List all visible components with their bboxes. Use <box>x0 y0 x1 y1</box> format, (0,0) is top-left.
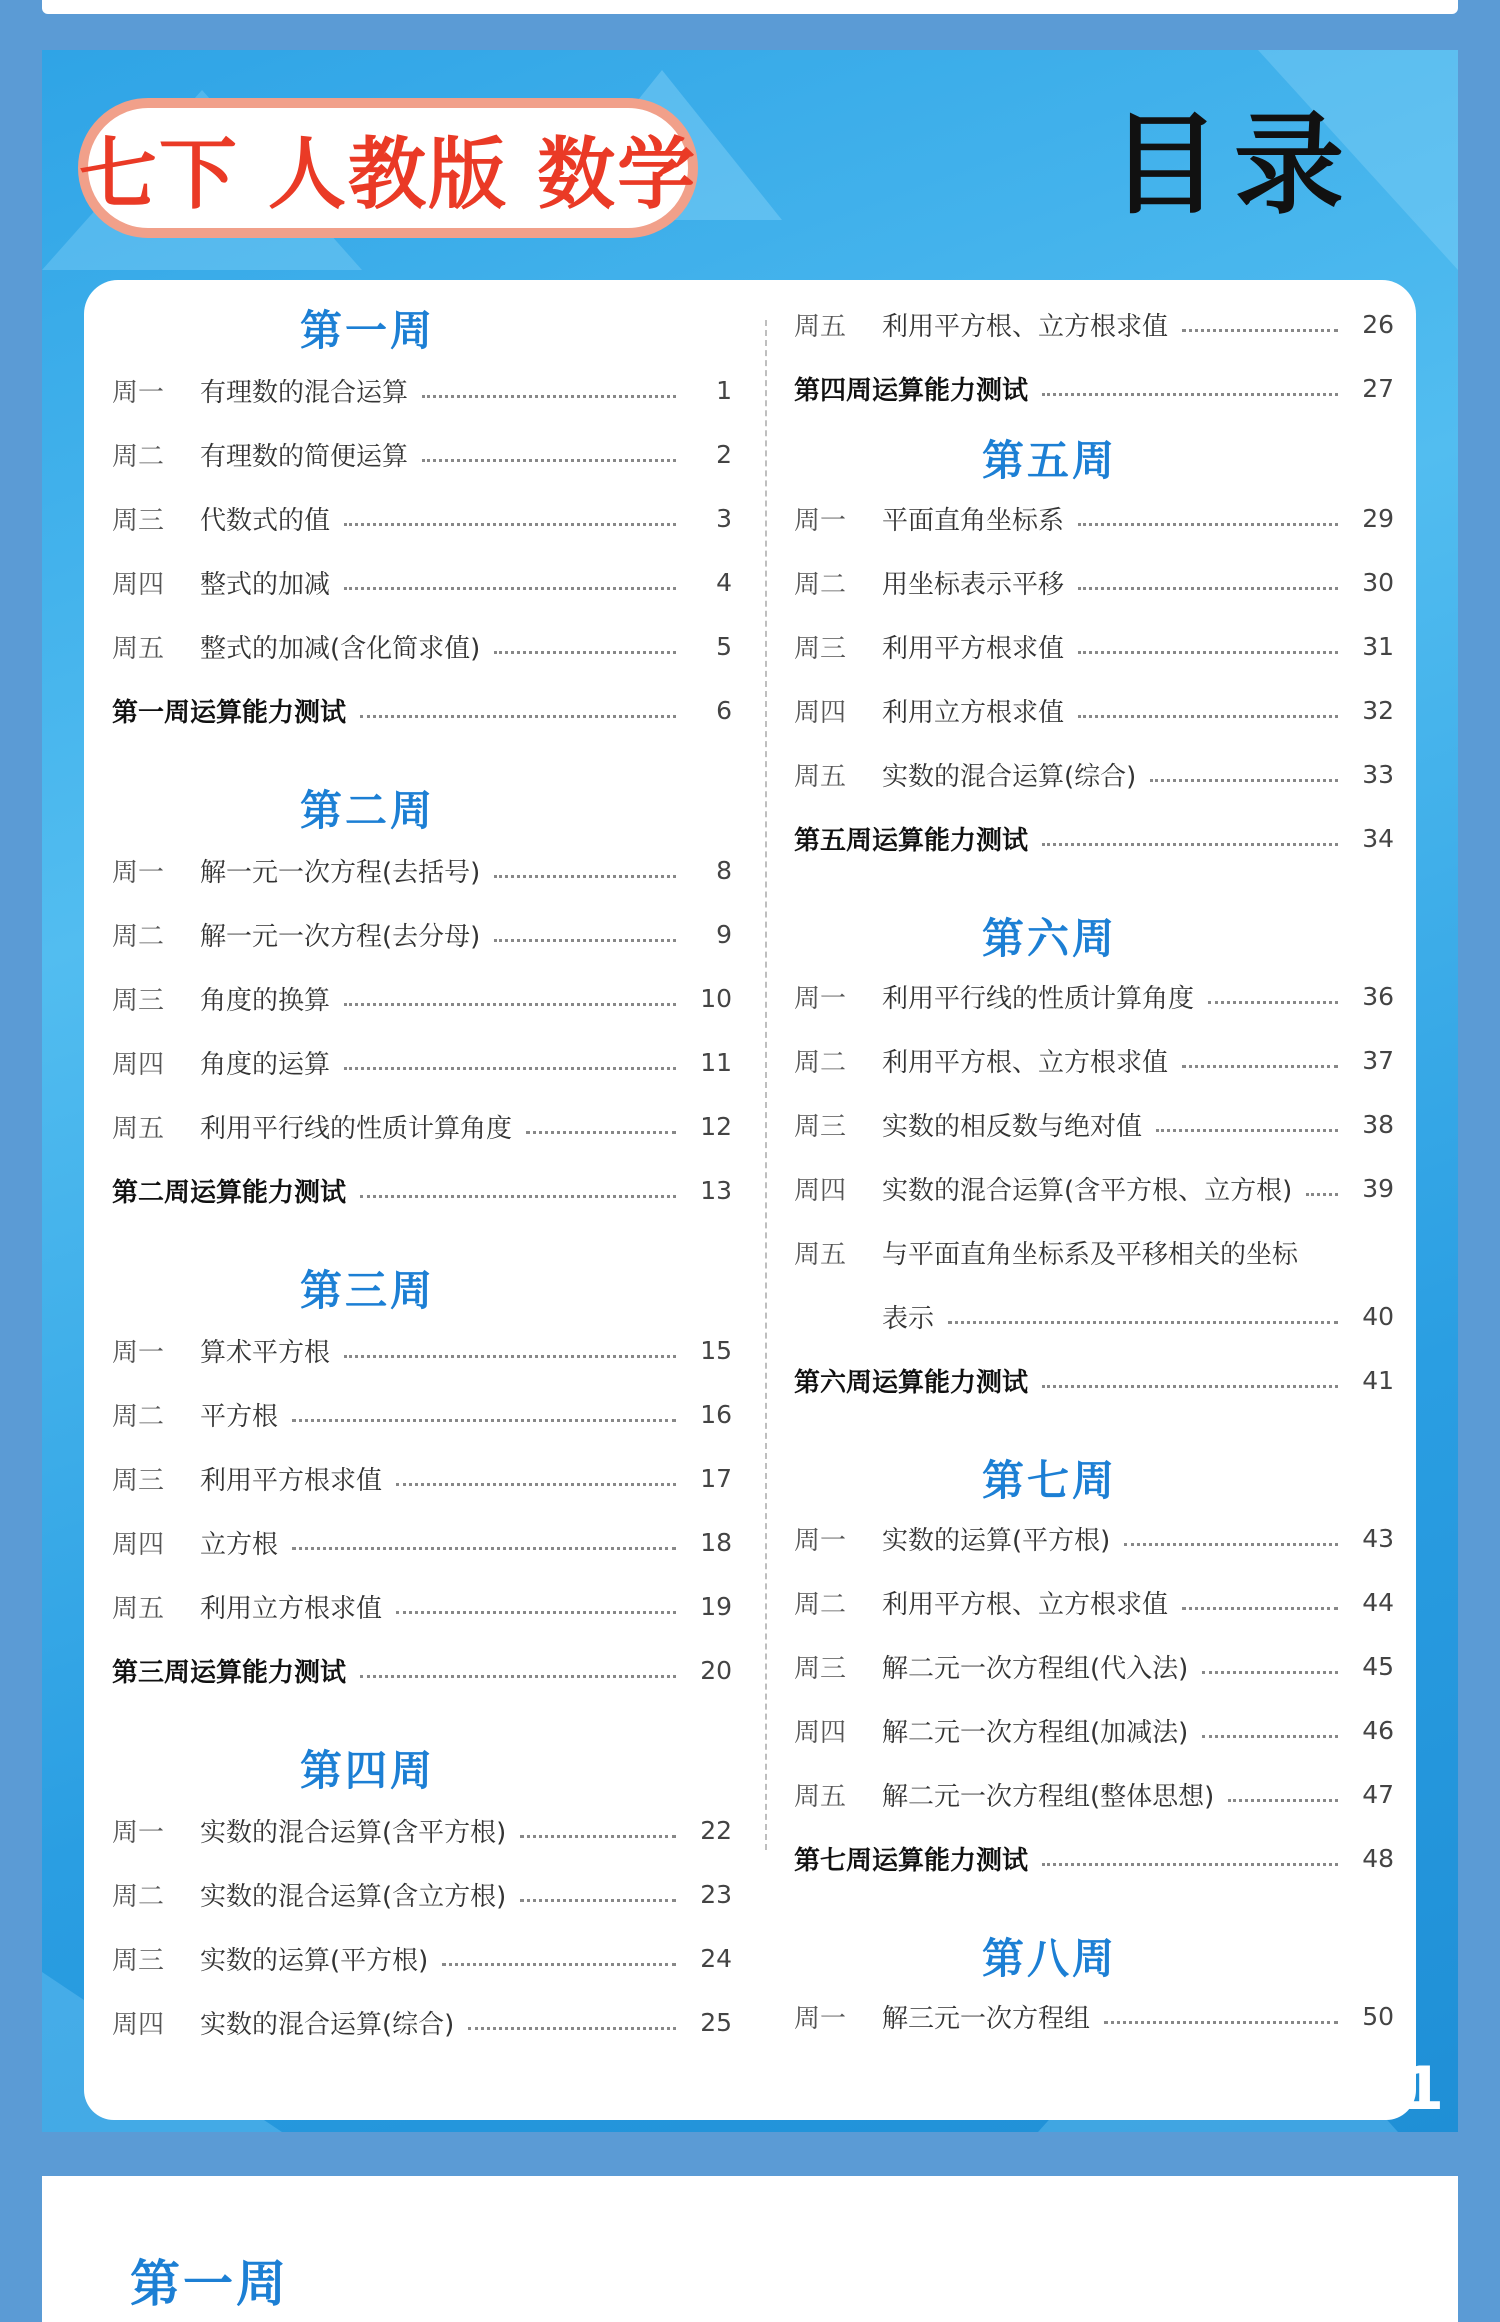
toc-entry-page: 47 <box>1362 1779 1394 1809</box>
toc-entry-title: 实数的相反数与绝对值 <box>882 1111 1143 1142</box>
toc-entry-title: 解一元一次方程(去分母) <box>200 921 481 952</box>
toc-card <box>84 280 1416 2120</box>
toc-test-title: 第四周运算能力测试 <box>794 375 1029 406</box>
toc-entry-title: 实数的运算(平方根) <box>882 1525 1111 1556</box>
leader-dots <box>494 875 676 878</box>
leader-dots <box>1078 715 1338 718</box>
leader-dots <box>1208 1001 1338 1004</box>
column-divider <box>765 320 767 1850</box>
next-page-heading: 第一周 <box>130 2255 289 2313</box>
leader-dots <box>1042 1863 1338 1866</box>
toc-entry-page: 29 <box>1362 503 1394 533</box>
toc-entry-page: 15 <box>700 1335 732 1365</box>
leader-dots <box>292 1419 676 1422</box>
toc-entry-title: 利用立方根求值 <box>882 697 1065 728</box>
toc-test-entry[interactable] <box>112 1646 732 1694</box>
toc-entry-title: 整式的加减(含化简求值) <box>200 633 481 664</box>
toc-entry-day: 周一 <box>112 857 165 888</box>
leader-dots <box>468 2027 676 2030</box>
toc-entry-title: 解二元一次方程组(整体思想) <box>882 1781 1215 1812</box>
toc-entry[interactable] <box>794 1578 1394 1626</box>
toc-entry-title: 实数的运算(平方根) <box>200 1945 429 1976</box>
toc-entry[interactable] <box>794 1228 1394 1276</box>
toc-entry[interactable] <box>794 750 1394 798</box>
toc-entry-title: 解一元一次方程(去括号) <box>200 857 481 888</box>
toc-entry-day: 周一 <box>794 1525 847 1556</box>
page-number: 1 <box>1402 2054 1444 2124</box>
leader-dots <box>442 1963 676 1966</box>
toc-entry-page: 43 <box>1362 1523 1394 1553</box>
toc-entry-page: 31 <box>1362 631 1394 661</box>
toc-entry-page: 44 <box>1362 1587 1394 1617</box>
toc-entry-page: 19 <box>700 1591 732 1621</box>
toc-entry[interactable] <box>794 558 1394 606</box>
toc-entry-day: 周一 <box>112 1817 165 1848</box>
toc-entry-page: 3 <box>716 503 732 533</box>
leader-dots <box>1182 1065 1338 1068</box>
week-heading: 第一周 <box>300 306 436 355</box>
toc-entry-page: 23 <box>700 1879 732 1909</box>
book-title: 七下 人教版 数学 <box>78 130 698 220</box>
toc-entry-page: 9 <box>716 919 732 949</box>
toc-entry-title-cont: 表示 <box>882 1303 935 1334</box>
toc-entry[interactable] <box>112 1454 732 1502</box>
toc-entry-title: 有理数的简便运算 <box>200 441 409 472</box>
toc-entry[interactable] <box>112 1038 732 1086</box>
toc-entry[interactable] <box>112 1582 732 1630</box>
leader-dots <box>1042 843 1338 846</box>
leader-dots <box>292 1547 676 1550</box>
toc-entry-title: 角度的换算 <box>200 985 331 1016</box>
toc-entry[interactable] <box>112 1102 732 1150</box>
leader-dots <box>1078 523 1338 526</box>
leader-dots <box>1078 587 1338 590</box>
toc-entry-day: 周二 <box>112 1881 165 1912</box>
toc-test-entry[interactable] <box>794 1834 1394 1882</box>
leader-dots <box>344 523 676 526</box>
toc-entry-title: 实数的混合运算(含平方根) <box>200 1817 507 1848</box>
toc-entry[interactable] <box>112 622 732 670</box>
leader-dots <box>344 1067 676 1070</box>
toc-entry[interactable] <box>794 972 1394 1020</box>
week-heading: 第三周 <box>300 1266 436 1315</box>
toc-entry[interactable] <box>112 1518 732 1566</box>
leader-dots <box>1104 2021 1338 2024</box>
toc-entry-day: 周四 <box>794 1717 847 1748</box>
toc-entry-page: 12 <box>700 1111 732 1141</box>
toc-entry-title: 角度的运算 <box>200 1049 331 1080</box>
toc-entry-day: 周五 <box>794 311 847 342</box>
toc-entry[interactable] <box>794 1100 1394 1148</box>
toc-entry-day: 周三 <box>794 1111 847 1142</box>
toc-entry-page: 17 <box>700 1463 732 1493</box>
toc-test-entry[interactable] <box>794 814 1394 862</box>
toc-entry-title: 解二元一次方程组(代入法) <box>882 1653 1189 1684</box>
leader-dots <box>396 1611 676 1614</box>
toc-entry-day: 周五 <box>794 761 847 792</box>
toc-entry-day: 周二 <box>112 1401 165 1432</box>
toc-entry-day: 周一 <box>112 1337 165 1368</box>
previous-page-edge <box>42 0 1458 14</box>
toc-entry-page: 46 <box>1362 1715 1394 1745</box>
toc-entry[interactable] <box>112 1870 732 1918</box>
toc-entry-day: 周一 <box>794 2003 847 2034</box>
toc-entry[interactable] <box>794 1992 1394 2040</box>
toc-entry[interactable] <box>112 1806 732 1854</box>
week-heading: 第八周 <box>982 1934 1118 1983</box>
toc-entry-page: 18 <box>700 1527 732 1557</box>
toc-entry-page: 13 <box>700 1175 732 1205</box>
toc-test-title: 第七周运算能力测试 <box>794 1845 1029 1876</box>
toc-entry-page: 5 <box>716 631 732 661</box>
toc-entry[interactable] <box>112 1390 732 1438</box>
leader-dots <box>1042 393 1338 396</box>
toc-entry-title: 利用平方根求值 <box>200 1465 383 1496</box>
toc-entry-page: 30 <box>1362 567 1394 597</box>
toc-entry[interactable] <box>112 366 732 414</box>
toc-entry-page: 20 <box>700 1655 732 1685</box>
leader-dots <box>520 1899 676 1902</box>
toc-entry-day: 周四 <box>112 1049 165 1080</box>
leader-dots <box>344 587 676 590</box>
toc-test-title: 第三周运算能力测试 <box>112 1657 347 1688</box>
toc-entry[interactable] <box>112 910 732 958</box>
toc-entry-day: 周二 <box>112 441 165 472</box>
toc-entry-continuation[interactable] <box>882 1292 1394 1340</box>
leader-dots <box>1228 1799 1338 1802</box>
toc-entry-title: 代数式的值 <box>200 505 331 536</box>
toc-entry-day: 周二 <box>794 1589 847 1620</box>
toc-entry-day: 周四 <box>112 569 165 600</box>
toc-entry-day: 周二 <box>794 1047 847 1078</box>
next-page-preview <box>42 2176 1458 2322</box>
toc-test-entry[interactable] <box>112 1166 732 1214</box>
toc-entry-page: 11 <box>700 1047 732 1077</box>
toc-entry[interactable] <box>794 622 1394 670</box>
toc-entry[interactable] <box>112 974 732 1022</box>
toc-test-entry[interactable] <box>112 686 732 734</box>
toc-entry[interactable] <box>794 1164 1394 1212</box>
week-heading: 第四周 <box>300 1746 436 1795</box>
toc-test-entry[interactable] <box>794 364 1394 412</box>
leader-dots <box>1182 329 1338 332</box>
toc-entry[interactable] <box>794 1036 1394 1084</box>
toc-entry-title: 利用平行线的性质计算角度 <box>882 983 1195 1014</box>
toc-entry-page: 6 <box>716 695 732 725</box>
leader-dots <box>422 395 676 398</box>
toc-entry[interactable] <box>112 1326 732 1374</box>
toc-entry-day: 周二 <box>794 569 847 600</box>
toc-entry-page: 39 <box>1362 1173 1394 1203</box>
toc-entry-title: 平方根 <box>200 1401 279 1432</box>
week-heading: 第五周 <box>982 436 1118 485</box>
book-title-badge <box>78 98 698 238</box>
toc-entry-page: 50 <box>1362 2001 1394 2031</box>
toc-entry[interactable] <box>112 1934 732 1982</box>
toc-entry-title: 与平面直角坐标系及平移相关的坐标 <box>882 1239 1299 1270</box>
toc-label: 目录 <box>1110 101 1358 229</box>
toc-entry-page: 16 <box>700 1399 732 1429</box>
leader-dots <box>494 939 676 942</box>
toc-entry-day: 周三 <box>112 505 165 536</box>
toc-entry-page: 8 <box>716 855 732 885</box>
toc-test-title: 第六周运算能力测试 <box>794 1367 1029 1398</box>
leader-dots <box>360 1675 676 1678</box>
toc-entry-page: 25 <box>700 2007 732 2037</box>
toc-entry-title: 平面直角坐标系 <box>882 505 1065 536</box>
toc-entry-day: 周五 <box>112 1593 165 1624</box>
toc-entry-page: 26 <box>1362 309 1394 339</box>
toc-entry-day: 周二 <box>112 921 165 952</box>
toc-entry-page: 33 <box>1362 759 1394 789</box>
leader-dots <box>1182 1607 1338 1610</box>
toc-entry-page: 2 <box>716 439 732 469</box>
toc-entry-page: 37 <box>1362 1045 1394 1075</box>
toc-entry-page: 48 <box>1362 1843 1394 1873</box>
toc-entry-title: 利用平方根求值 <box>882 633 1065 664</box>
toc-entry-title: 解三元一次方程组 <box>882 2003 1091 2034</box>
toc-test-title: 第五周运算能力测试 <box>794 825 1029 856</box>
leader-dots <box>1078 651 1338 654</box>
toc-entry-title: 有理数的混合运算 <box>200 377 409 408</box>
toc-entry-title: 立方根 <box>200 1529 279 1560</box>
toc-entry-day: 周四 <box>112 1529 165 1560</box>
toc-entry-page: 36 <box>1362 981 1394 1011</box>
toc-entry-title: 整式的加减 <box>200 569 331 600</box>
toc-test-title: 第二周运算能力测试 <box>112 1177 347 1208</box>
leader-dots <box>1150 779 1338 782</box>
toc-entry-page: 1 <box>716 375 732 405</box>
toc-entry[interactable] <box>794 686 1394 734</box>
week-heading: 第七周 <box>982 1456 1118 1505</box>
toc-entry-day: 周三 <box>112 985 165 1016</box>
toc-entry-title: 利用平方根、立方根求值 <box>882 1047 1169 1078</box>
toc-entry-page: 41 <box>1362 1365 1394 1395</box>
toc-entry[interactable] <box>794 1706 1394 1754</box>
leader-dots <box>396 1483 676 1486</box>
toc-entry-day: 周一 <box>794 983 847 1014</box>
toc-entry-day: 周五 <box>794 1781 847 1812</box>
toc-entry-title: 利用平方根、立方根求值 <box>882 1589 1169 1620</box>
toc-entry-title: 解二元一次方程组(加减法) <box>882 1717 1189 1748</box>
toc-entry-day: 周五 <box>112 1113 165 1144</box>
leader-dots <box>1124 1543 1338 1546</box>
leader-dots <box>1042 1385 1338 1388</box>
leader-dots <box>948 1321 1338 1324</box>
toc-entry-page: 4 <box>716 567 732 597</box>
toc-entry[interactable] <box>112 846 732 894</box>
toc-entry[interactable] <box>794 1514 1394 1562</box>
toc-entry-title: 利用立方根求值 <box>200 1593 383 1624</box>
toc-entry-day: 周三 <box>794 633 847 664</box>
toc-entry-day: 周一 <box>794 505 847 536</box>
leader-dots <box>494 651 676 654</box>
toc-entry-page: 27 <box>1362 373 1394 403</box>
leader-dots <box>344 1355 676 1358</box>
toc-entry[interactable] <box>794 1770 1394 1818</box>
leader-dots <box>344 1003 676 1006</box>
toc-entry-title: 利用平行线的性质计算角度 <box>200 1113 513 1144</box>
toc-entry-page: 40 <box>1362 1301 1394 1331</box>
leader-dots <box>520 1835 676 1838</box>
toc-entry-day: 周五 <box>794 1239 847 1270</box>
toc-entry-title: 用坐标表示平移 <box>882 569 1065 600</box>
toc-entry[interactable] <box>112 1998 732 2046</box>
toc-entry-day: 周一 <box>112 377 165 408</box>
toc-entry[interactable] <box>112 558 732 606</box>
leader-dots <box>360 1195 676 1198</box>
toc-entry-page: 32 <box>1362 695 1394 725</box>
toc-entry-page: 10 <box>700 983 732 1013</box>
toc-entry-day: 周三 <box>794 1653 847 1684</box>
toc-entry-day: 周四 <box>794 697 847 728</box>
leader-dots <box>1156 1129 1338 1132</box>
toc-page <box>42 50 1458 2132</box>
leader-dots <box>526 1131 676 1134</box>
toc-entry-day: 周四 <box>794 1175 847 1206</box>
week-heading: 第二周 <box>300 786 436 835</box>
toc-entry-page: 24 <box>700 1943 732 1973</box>
toc-entry[interactable] <box>794 300 1394 348</box>
leader-dots <box>360 715 676 718</box>
leader-dots <box>1306 1193 1338 1196</box>
toc-entry-title: 实数的混合运算(综合) <box>882 761 1137 792</box>
toc-entry[interactable] <box>794 1642 1394 1690</box>
leader-dots <box>422 459 676 462</box>
toc-entry-title: 算术平方根 <box>200 1337 331 1368</box>
toc-entry-page: 38 <box>1362 1109 1394 1139</box>
toc-entry-page: 22 <box>700 1815 732 1845</box>
week-heading: 第六周 <box>982 914 1118 963</box>
toc-entry-title: 实数的混合运算(含立方根) <box>200 1881 507 1912</box>
toc-entry-title: 实数的混合运算(综合) <box>200 2009 455 2040</box>
leader-dots <box>1202 1671 1338 1674</box>
toc-entry[interactable] <box>112 494 732 542</box>
toc-entry[interactable] <box>112 430 732 478</box>
toc-entry-day: 周三 <box>112 1465 165 1496</box>
toc-entry-day: 周三 <box>112 1945 165 1976</box>
leader-dots <box>1202 1735 1338 1738</box>
toc-entry-day: 周四 <box>112 2009 165 2040</box>
toc-entry-title: 实数的混合运算(含平方根、立方根) <box>882 1175 1293 1206</box>
toc-entry-page: 45 <box>1362 1651 1394 1681</box>
toc-entry-page: 34 <box>1362 823 1394 853</box>
toc-entry-day: 周五 <box>112 633 165 664</box>
toc-entry-title: 利用平方根、立方根求值 <box>882 311 1169 342</box>
toc-entry[interactable] <box>794 494 1394 542</box>
toc-test-title: 第一周运算能力测试 <box>112 697 347 728</box>
toc-test-entry[interactable] <box>794 1356 1394 1404</box>
